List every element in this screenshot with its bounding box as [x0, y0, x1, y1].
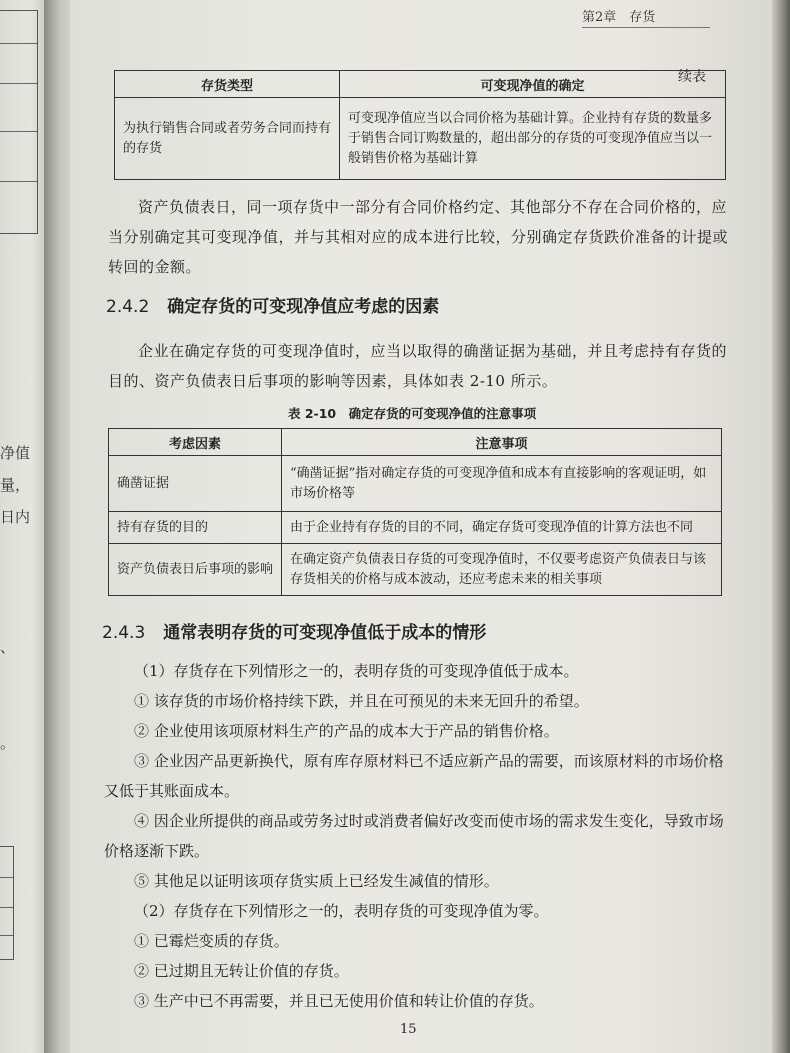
table-cell-factor: 资产负债表日后事项的影响: [109, 544, 282, 596]
table-row: [109, 456, 722, 512]
left-text-3: 日内: [0, 508, 31, 526]
top-table-header-type: 存货类型: [115, 71, 340, 98]
table-cell-note: 由于企业持有存货的目的不同，确定存货可变现净值的计算方法也不同: [282, 512, 722, 544]
table-caption: 表 2-10 确定存货的可变现净值的注意事项: [288, 406, 537, 421]
paragraph-1: 资产负债表日，同一项存货中一部分有合同价格约定、其他部分不存在合同价格的，应当分别确定其可变现净值，并与其相对应的成本进行比较，分别确定存货跌价准备的计提或转回的金额。: [108, 198, 729, 276]
list-item: ② 已过期且无转让价值的存货。: [134, 962, 349, 980]
section-number: 2.4.3: [102, 623, 146, 643]
page-edge: [772, 0, 790, 1053]
section-title: 确定存货的可变现净值应考虑的因素: [167, 297, 440, 317]
list-item: ⑤ 其他足以证明该项存货实质上已经发生减值的情形。: [134, 872, 499, 890]
running-head: 第2章 存货: [582, 6, 710, 28]
top-table-cell-rule: 可变现净值应当以合同价格为基础计算。企业持有存货的数量多于销售合同订购数量的，超出部分的存货的可变现净值应当以一般销售价格为基础计算: [340, 98, 726, 180]
list-item: ③ 生产中已不再需要，并且已无使用价值和转让价值的存货。: [134, 992, 544, 1010]
section-heading-2-4-2: [106, 292, 439, 317]
table-header-note: 注意事项: [282, 429, 722, 456]
list-item: ④ 因企业所提供的商品或劳务过时或消费者偏好改变而使市场的需求发生变化，导致市场价格逐渐下跌。: [104, 812, 724, 860]
top-table-cell-type: 为执行销售合同或者劳务合同而持有的存货: [115, 98, 340, 180]
section-heading-2-4-3: [102, 618, 486, 643]
table-2-10: [108, 428, 722, 596]
section-number: 2.4.2: [106, 297, 150, 317]
list-item: （1）存货存在下列情形之一的，表明存货的可变现净值低于成本。: [134, 662, 579, 680]
list-item: ① 已霉烂变质的存货。: [134, 932, 289, 950]
list-item: ① 该存货的市场价格持续下跌，并且在可预见的未来无回升的希望。: [134, 692, 589, 710]
left-text-2: 量，: [0, 476, 31, 494]
left-page-table: [0, 10, 38, 234]
table-row: [109, 512, 722, 544]
table-cell-note: “确凿证据”指对确定存货的可变现净值和成本有直接影响的客观证明，如市场价格等: [282, 456, 722, 512]
page-number: 15: [400, 1022, 417, 1037]
table-row: [109, 544, 722, 596]
paragraph-2: 企业在确定存货的可变现净值时，应当以取得的确凿证据为基础，并且考虑持有存货的目的、资产负债表日后事项的影响等因素，具体如表 2-10 所示。: [108, 342, 728, 390]
left-text-1: 净值: [0, 444, 31, 462]
table-cell-factor: 确凿证据: [109, 456, 282, 512]
table-header-factor: 考虑因素: [109, 429, 282, 456]
left-text-4: 、: [0, 638, 16, 656]
list-item: ③ 企业因产品更新换代，原有库存原材料已不适应新产品的需要，而该原材料的市场价格又低于其账面成本。: [104, 752, 724, 800]
table-cell-factor: 持有存货的目的: [109, 512, 282, 544]
list-item: （2）存货存在下列情形之一的，表明存货的可变现净值为零。: [134, 902, 549, 920]
left-page-table-2: [0, 846, 14, 960]
list-item: ② 企业使用该项原材料生产的产品的成本大于产品的销售价格。: [134, 722, 559, 740]
continued-label: 续表: [678, 69, 706, 85]
left-page-fragment: [0, 0, 44, 1053]
left-text-5: 。: [0, 734, 16, 752]
top-table: [114, 70, 726, 180]
conditions-list: [104, 656, 734, 1016]
top-table-header-rule: 可变现净值的确定: [340, 71, 726, 98]
section-title: 通常表明存货的可变现净值低于成本的情形: [163, 623, 487, 643]
table-cell-note: 在确定资产负债表日存货的可变现净值时，不仅要考虑资产负债表日与该存货相关的价格与成本波动，还应考虑未来的相关事项: [282, 544, 722, 596]
